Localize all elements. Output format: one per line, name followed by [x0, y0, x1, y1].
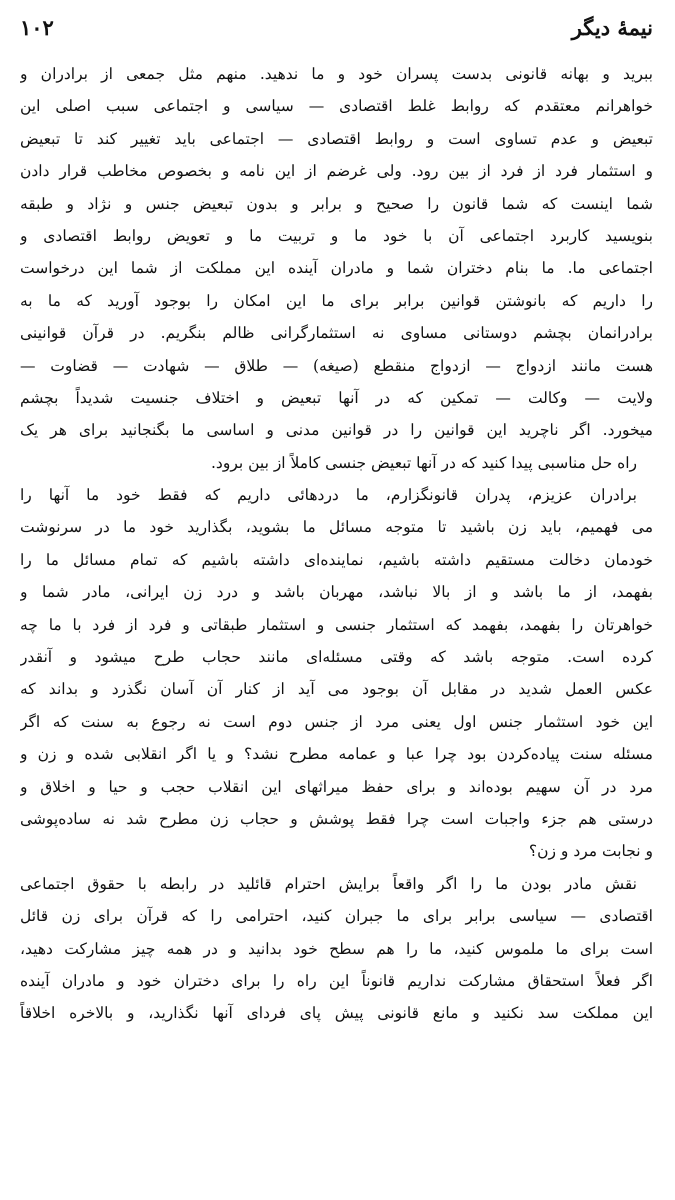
book-title: نیمهٔ دیگر: [571, 15, 653, 40]
text-line: ولایت — وکالت — تمکین که در آنها تبعیض و اختلاف جنسیت شدیداً بچشم: [20, 388, 653, 407]
text-line: کرده است. متوجه باشد که وقتی مسئله‌ای مانند حجاب طرح میشود و آنقدر: [20, 648, 653, 667]
text-line: میخورد. اگر ناچرید این قوانین را در قوانین مدنی و اساسی ما بگنجانید برای هر یک: [20, 421, 653, 440]
text-line: خواهرتان را بفهمد، بفهمد که استثمار جنسی و استثمار طبقاتی و فرد از فرد با ما چه: [20, 615, 653, 634]
text-line: این خود استثمار جنس اول یعنی مرد از جنس دوم است نه رجوع به سنت که اگر: [20, 712, 653, 731]
text-line: اقتصادی — سیاسی برابر برای ما جبران کنید، احترامی را که قرآن برای زن قائل: [20, 907, 653, 926]
text-line: بنویسید کاربرد اجتماعی آن با خود ما و تربیت ما و تعویض روابط اقتصادی و: [20, 226, 653, 245]
text-line: این مملکت سد نکنید و مانع قانونی پیش پای فردای آنها نگذارید، و بالاخره اخلاقاً: [20, 1004, 653, 1023]
text-line: اگر فعلاً استحقاق مشارکت نداریم قانوناً این راه را برای دختران خود و مادران آینده: [20, 971, 653, 990]
text-line: می فهمیم، باید زن باشید تا متوجه مسائل ما بشوید، بگذارید خود ما در سرنوشت: [20, 518, 653, 537]
text-line: خودمان دخالت مستقیم داشته باشیم، نماینده‌ای داشته باشیم که تمام مسائل ما را: [20, 550, 653, 569]
text-line: ببرید و بهانه قانونی بدست پسران خود و ما ندهید. منهم مثل جمعی از برادران و: [20, 65, 653, 83]
text-line: و استثمار فرد از فرد از بین رود. ولی غرضم از این نامه و بخصوص مخاطب قرار دادن: [20, 162, 653, 181]
text-line: اجتماعی ما. ما بنام دختران شما و مادران آینده این مملکت از شما این درخواست: [20, 259, 653, 278]
text-line: عکس العمل شدید در مقابل آن بوجود می آید از کنار آن آسان نگذرد و بداند که: [20, 680, 653, 699]
text-line: و نجابت مرد و زن؟: [528, 842, 653, 861]
text-line: است برای ما ملموس کنید، ما را هم سطح خود بدانید و در همه چیز مشارکت دهید،: [20, 939, 653, 958]
text-line: بفهمد، از ما باشد و از بالا نباشد، مهربان باشد و درد زن ایرانی، مادر شما و: [20, 583, 653, 602]
text-line: برادران عزیزم، پدران قانونگزارم، ما دردهائی داریم که فقط خود ما آنها را: [20, 486, 637, 505]
text-line: مرد در آن سهیم بوده‌اند و برای حفظ میراثهای این انقلاب حجب و حیا و اخلاق و: [20, 777, 653, 796]
text-line: هست مانند ازدواج — ازدواج منقطع (صیغه) — طلاق — شهادت — قضاوت —: [20, 356, 653, 375]
page-number: ۱۰۲: [20, 15, 54, 40]
text-line: نقش مادر بودن ما را اگر واقعاً برایش احترام قائلید در رابطه با حقوق اجتماعی: [20, 874, 637, 893]
page-header: [20, 14, 653, 58]
text-line: تبعیض و عدم تساوی است و روابط اقتصادی — اجتماعی باید تغییر کند تا تبعیض: [20, 129, 653, 148]
paragraph-2: [20, 479, 653, 868]
text-line: درستی هم جزء واجبات است چرا فقط پوشش و حجاب زن مطرح شد نه ساده‌پوشی: [20, 809, 653, 828]
text-line: راه حل مناسبی پیدا کنید که در آنها تبعیض جنسی کاملاً از بین برود.: [211, 453, 637, 472]
paragraph-3: [20, 868, 653, 1030]
paragraph-1: [20, 58, 653, 479]
text-line: خواهرانم معتقدم که روابط غلط اقتصادی — سیاسی و اجتماعی سبب اصلی این: [20, 97, 653, 116]
text-line: شما اینست که شما قانون را صحیح و برابر و بدون تبعیض جنس و نژاد و طبقه: [20, 194, 653, 213]
text-line: را داریم که بانوشتن قوانین برابر برای ما این امکان را بوجود آورید که ما به: [20, 291, 653, 310]
text-line: مسئله سنت پیاده‌کردن بود چرا عبا و عمامه مطرح نشد؟ و یا اگر انقلابی شده و زن و: [20, 745, 653, 764]
text-line: برادرانمان بچشم دوستانی مساوی نه استثمارگرانی ظالم بنگریم. در قرآن قوانینی: [20, 324, 653, 343]
